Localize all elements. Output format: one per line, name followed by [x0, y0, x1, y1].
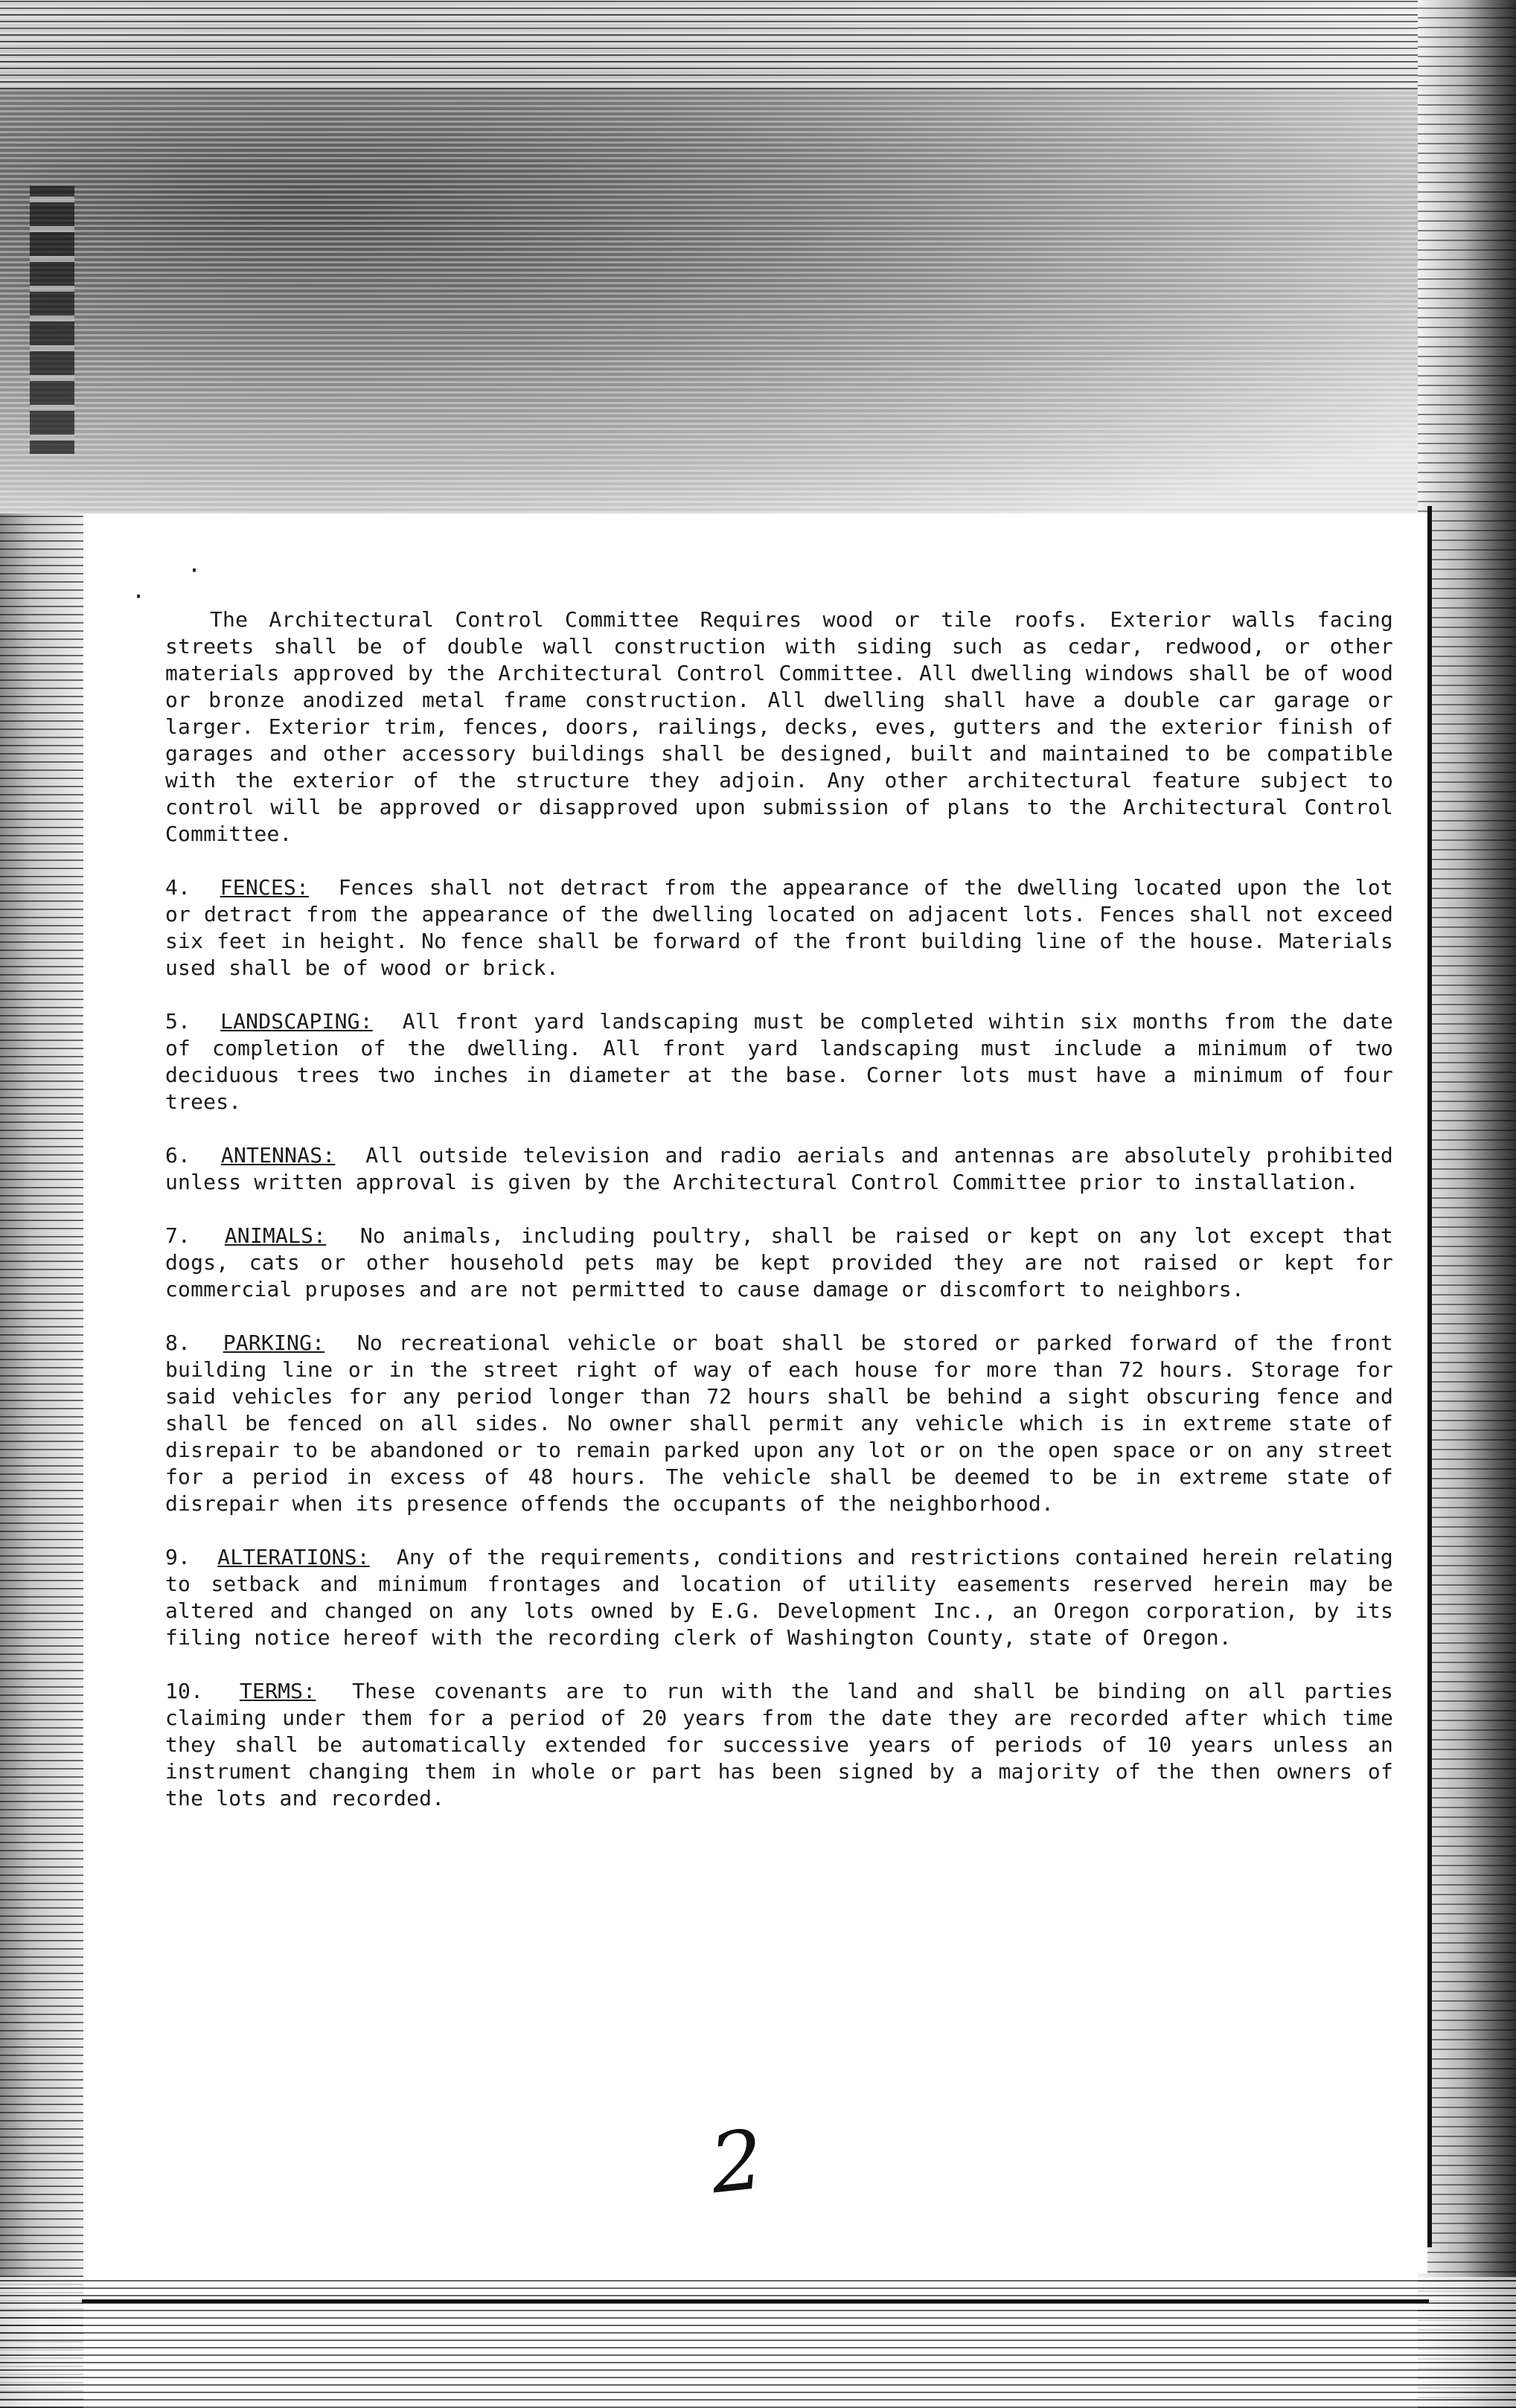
scan-margin-artifact [30, 186, 74, 454]
section-heading: LANDSCAPING: [220, 1009, 373, 1034]
section-number: 6. [165, 1143, 191, 1168]
section-parking [165, 1330, 1393, 1517]
section-number: 7. [165, 1223, 191, 1248]
paper-edge-right [1427, 506, 1432, 2247]
scan-noise-right [1418, 0, 1516, 2408]
section-text: These covenants are to run with the land and shall be binding on all parties claiming under them for a period of 20 years from the date they are recorded after which time they shall be automatically extended for successive years of periods of 10 years unless an instrument changing them in whole or part has been signed by a majority of the then owners of the lots and recorded. [165, 1679, 1393, 1810]
section-fences [165, 874, 1393, 982]
section-heading: TERMS: [239, 1679, 316, 1703]
section-number: 5. [165, 1009, 191, 1034]
section-text: Fences shall not detract from the appearance of the dwelling located upon the lot or detract from the appearance of the dwelling located on adjacent lots. Fences shall not exceed six feet in height. No fence shall be forward of the front building line of the house. Materials used shall be of wood or brick. [165, 875, 1393, 980]
section-number: 10. [165, 1679, 204, 1703]
scan-noise-left [0, 513, 83, 2408]
section-text: Any of the requirements, conditions and restrictions contained herein relating to setback and minimum frontages and location of utility easements reserved herein may be altered and changed on any lots owned by E.G. Development Inc., an Oregon corporation, by its filing notice hereof with the recording clerk of Washington County, state of Oregon. [165, 1545, 1393, 1650]
scan-lines-top [0, 0, 1516, 89]
section-heading: ANTENNAS: [220, 1143, 336, 1168]
document-page [83, 513, 1427, 2273]
section-number: 8. [165, 1331, 191, 1355]
handwritten-page-number: 2 [706, 2111, 768, 2212]
section-text: All outside television and radio aerials and antennas are absolutely prohibited unless written approval is given by the Architectural Control Committee prior to installation. [165, 1143, 1393, 1194]
section-alterations [165, 1544, 1393, 1651]
section-heading: ALTERATIONS: [217, 1545, 370, 1569]
paper-edge-bottom [82, 2299, 1429, 2303]
section-number: 9. [165, 1545, 191, 1569]
stray-mark: · [188, 558, 202, 584]
section-heading: PARKING: [223, 1331, 325, 1355]
document-body [165, 606, 1393, 1839]
section-landscaping [165, 1008, 1393, 1115]
section-animals [165, 1223, 1393, 1303]
section-antennas [165, 1142, 1393, 1196]
section-text: All front yard landscaping must be completed wihtin six months from the date of completion of the dwelling. All front yard landscaping must include a minimum of two deciduous trees two inches in diameter at the base. Corner lots must have a minimum of four trees. [165, 1009, 1393, 1114]
section-text: No recreational vehicle or boat shall be stored or parked forward of the front building line or in the street right of way of each house for more than 72 hours. Storage for said vehicles for any period longer than 72 hours shall be behind a sight obscuring fence and shall be fenced on all sides. No owner shall permit any vehicle which is in extreme state of disrepair to be abandoned or to remain parked upon any lot or on the open space or on any street for a period in excess of 48 hours. The vehicle shall be deemed to be in extreme state of disrepair when its presence offends the occupants of the neighborhood. [165, 1331, 1393, 1516]
section-heading: FENCES: [220, 875, 310, 900]
section-number: 4. [165, 875, 191, 900]
section-text: No animals, including poultry, shall be raised or kept on any lot except that dogs, cats or other household pets may be kept provided they are not raised or kept for commercial pruposes and are not permitted to cause damage or discomfort to neighbors. [165, 1223, 1394, 1301]
stray-mark: · [132, 584, 146, 610]
intro-paragraph: The Architectural Control Committee Requires wood or tile roofs. Exterior walls facing streets shall be of double wall construction with siding such as cedar, redwood, or other materials approved by the Architectural Control Committee. All dwelling windows shall be of wood or bronze anodized metal frame construction. All dwelling shall have a double car garage or larger. Exterior trim, fences, doors, railings, decks, eves, gutters and the exterior finish of garages and other accessory buildings shall be designed, built and maintained to be compatible with the exterior of the structure they adjoin. Any other architectural feature subject to control will be approved or disapproved upon submission of plans to the Architectural Control Committee. [165, 607, 1393, 846]
section-heading: ANIMALS: [224, 1223, 327, 1248]
scan-noise-bottom [0, 2277, 1516, 2408]
section-terms [165, 1678, 1393, 1812]
